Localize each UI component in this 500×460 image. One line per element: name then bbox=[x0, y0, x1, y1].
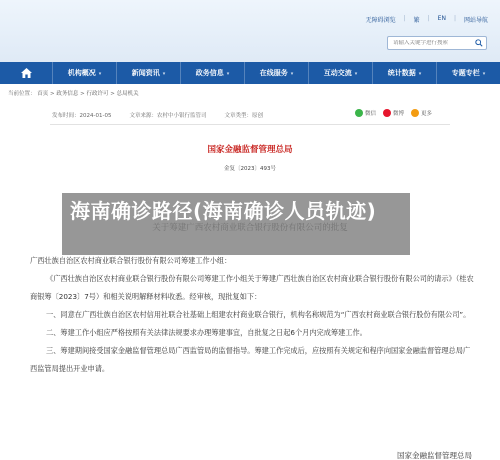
nav-item-topics[interactable]: 专题专栏 ▾ bbox=[436, 62, 500, 84]
document-number: 金复〔2023〕493号 bbox=[224, 166, 276, 172]
separator: | bbox=[427, 15, 430, 22]
breadcrumb-government-info[interactable]: 政务信息 bbox=[56, 91, 79, 97]
divider bbox=[50, 124, 450, 125]
chevron-down-icon: ▾ bbox=[290, 71, 294, 77]
share-bar bbox=[355, 109, 432, 117]
header-banner bbox=[0, 0, 500, 62]
breadcrumb-administrative-license[interactable]: 行政许可 bbox=[86, 91, 109, 97]
nav-item-statistics[interactable]: 统计数据 ▾ bbox=[372, 62, 436, 84]
search-input[interactable] bbox=[393, 40, 475, 46]
article-meta bbox=[52, 111, 263, 119]
nav-item-news[interactable]: 新闻资讯 ▾ bbox=[116, 62, 180, 84]
nav-item-about[interactable]: 机构概况 ▾ bbox=[52, 62, 116, 84]
wechat-icon bbox=[355, 109, 363, 117]
document-addressee: 广西壮族自治区农村商业联合银行股份有限公司筹建工作小组： bbox=[30, 256, 232, 265]
traditional-chinese-link[interactable]: 繁 bbox=[413, 17, 420, 24]
search-box[interactable] bbox=[387, 36, 487, 50]
article-source: 文章来源：农村中小银行监管司 bbox=[129, 113, 207, 119]
nav-item-interaction[interactable]: 互动交流 ▾ bbox=[308, 62, 372, 84]
chevron-down-icon: ▾ bbox=[162, 71, 166, 77]
weibo-icon bbox=[383, 109, 391, 117]
chevron-down-icon: ▾ bbox=[354, 71, 358, 77]
chevron-down-icon: ▾ bbox=[98, 71, 102, 77]
document-signature: 国家金融监督管理总局 bbox=[397, 451, 472, 460]
chevron-down-icon: ▾ bbox=[418, 71, 422, 77]
accessibility-link[interactable]: 无障碍浏览 bbox=[365, 17, 396, 24]
share-more[interactable]: 更多 bbox=[411, 109, 432, 117]
breadcrumb-headquarters[interactable]: 总局机关 bbox=[116, 91, 139, 97]
separator: | bbox=[453, 15, 456, 22]
separator: | bbox=[403, 15, 406, 22]
search-icon[interactable] bbox=[475, 39, 483, 47]
top-links bbox=[366, 15, 488, 24]
home-button[interactable] bbox=[0, 62, 52, 84]
chevron-down-icon: ▾ bbox=[482, 71, 486, 77]
document-paragraph: 三、筹建期间接受国家金融监督管理总局广西监管局的监督指导。筹建工作完成后，应按照有关规定和程序向国家金融监督管理总局广西监管局提出开业申请。 bbox=[30, 346, 471, 373]
article-type: 文章类型：原创 bbox=[224, 113, 263, 119]
breadcrumb: 当前位置： 首页 > 政务信息 > 行政许可 > 总局机关 bbox=[8, 91, 139, 97]
document-paragraph: 《广西壮族自治区农村商业联合银行股份有限公司筹建工作小组关于筹建广西壮族自治区农村商业联合银行股份有限公司的请示》（桂农商银筹〔2023〕7号）和相关说明解释材料收悉。经审核，现批复如下： bbox=[30, 274, 474, 301]
chevron-down-icon: ▾ bbox=[226, 71, 230, 77]
document-body bbox=[30, 252, 476, 378]
document-issuer: 国家金融监督管理总局 bbox=[207, 145, 293, 155]
breadcrumb-home[interactable]: 首页 bbox=[37, 91, 49, 97]
nav-item-online-service[interactable]: 在线服务 ▾ bbox=[244, 62, 308, 84]
document-paragraph: 一、同意在广西壮族自治区农村信用社联合社基础上组建农村商业联合银行，机构名称规范为“广西农村商业联合银行股份有限公司”。 bbox=[46, 310, 471, 319]
publish-date: 发布时间：2024-01-05 bbox=[52, 113, 112, 119]
home-icon bbox=[21, 68, 32, 78]
more-icon bbox=[411, 109, 419, 117]
share-wechat[interactable]: 微信 bbox=[355, 109, 376, 117]
overlay-title: 海南确诊路径(海南确诊人员轨迹) bbox=[70, 199, 377, 223]
main-nav bbox=[0, 62, 500, 84]
document-paragraph: 二、筹建工作小组应严格按照有关法律法规要求办理筹建事宜，自批复之日起6个月内完成筹建工作。 bbox=[46, 328, 367, 337]
english-link[interactable]: EN bbox=[437, 15, 446, 22]
share-weibo[interactable]: 微博 bbox=[383, 109, 404, 117]
nav-item-government-info[interactable]: 政务信息 ▾ bbox=[180, 62, 244, 84]
site-map-link[interactable]: 网站导航 bbox=[463, 17, 488, 24]
